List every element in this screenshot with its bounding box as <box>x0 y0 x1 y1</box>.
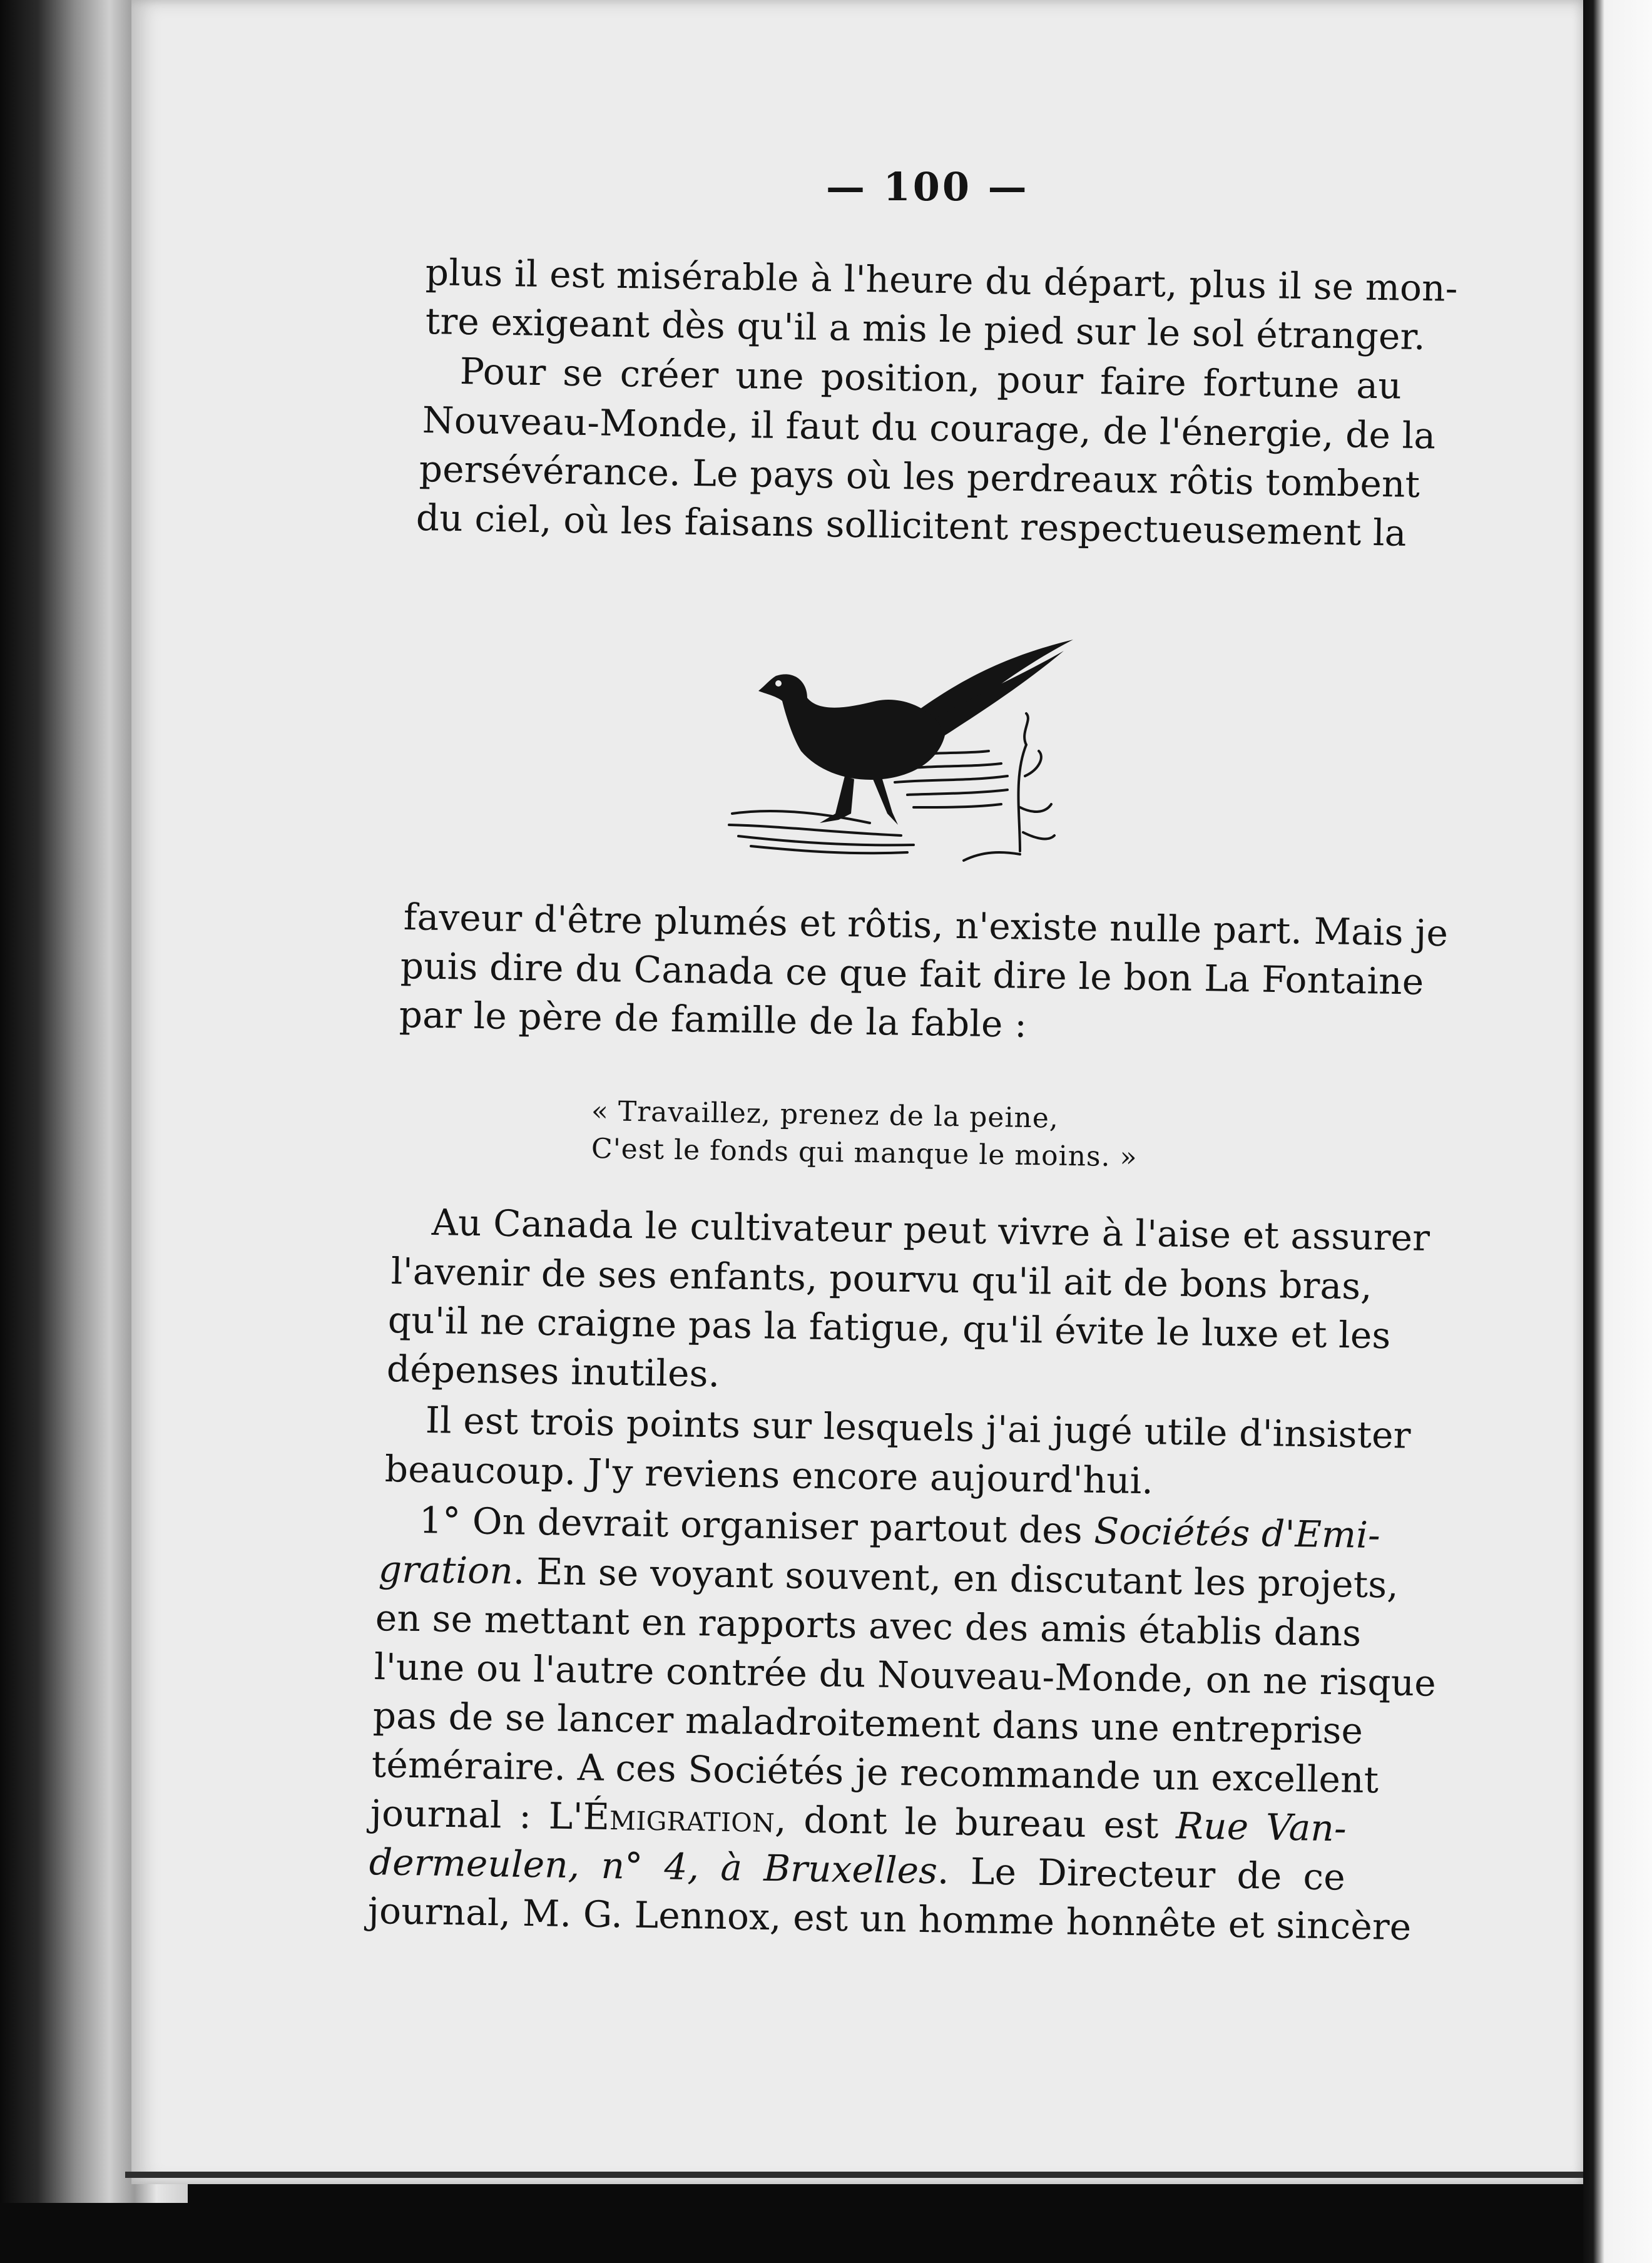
text-line: Au Canada le cultivateur peut vivre à l'aise et assurer <box>431 1201 1430 1260</box>
text-line: téméraire. A ces Sociétés je recommande un excellent <box>371 1743 1379 1802</box>
text-line: l'avenir de ses enfants, pourvu qu'il ait de bons bras, <box>390 1250 1373 1308</box>
text-span: journal : <box>370 1792 549 1837</box>
text-line: persévérance. Le pays où les perdreaux rôtis tombent <box>419 447 1420 506</box>
quote-line: C'est le fonds qui manque le moins. » <box>591 1133 1138 1173</box>
smallcaps-span: L'Émigration <box>548 1794 775 1841</box>
text-line: plus il est misérable à l'heure du départ, plus il se mon- <box>425 251 1459 310</box>
text-line: faveur d'être plumés et rôtis, n'existe nulle part. Mais je <box>403 896 1449 955</box>
text-line <box>369 1841 1345 1898</box>
text-line: en se mettant en rapports avec des amis établis dans <box>375 1596 1362 1655</box>
text-span: . Le Directeur de ce <box>937 1849 1346 1899</box>
italic-span: gration <box>378 1548 514 1593</box>
text-line: qu'il ne craigne pas la fatigue, qu'il évite le luxe et les <box>387 1299 1391 1357</box>
text-span: , dont le bureau est <box>774 1798 1176 1847</box>
text-line: Il est trois points sur lesquels j'ai jugé utile d'insister <box>425 1399 1412 1457</box>
text-line: tre exigeant dès qu'il a mis le pied sur le sol étranger. <box>425 300 1426 359</box>
text-line: du ciel, où les faisans sollicitent respectueusement la <box>416 496 1407 554</box>
text-line: dépenses inutiles. <box>386 1347 720 1396</box>
text-line: puis dire du Canada ce que fait dire le bon La Fontaine <box>400 944 1424 1003</box>
text-line: pas de se lancer maladroitement dans une entreprise <box>372 1694 1364 1752</box>
text-line: Pour se créer une position, pour faire fortune au <box>459 350 1402 407</box>
text-line: beaucoup. J'y reviens encore aujourd'hui. <box>384 1448 1154 1503</box>
text-span: 1° On devrait organiser partout des <box>419 1499 1095 1552</box>
text-line: l'une ou l'autre contrée du Nouveau-Monde, on ne risque <box>374 1645 1437 1705</box>
text-line <box>378 1548 1399 1607</box>
text-line <box>419 1499 1381 1557</box>
text-line: Nouveau-Monde, il faut du courage, de l'énergie, de la <box>422 399 1436 457</box>
text-line: journal, M. G. Lennox, est un homme honnête et sincère <box>367 1889 1412 1949</box>
text-line <box>370 1792 1347 1849</box>
page-number: — 100 — <box>826 164 1029 210</box>
italic-span: dermeulen, n° 4, à Bruxelles <box>369 1841 938 1893</box>
text-span: . En se voyant souvent, en discutant les projets, <box>512 1550 1399 1607</box>
italic-span: Sociétés d'Emi- <box>1093 1509 1381 1557</box>
italic-span: Rue Van- <box>1175 1804 1347 1850</box>
pheasant-illustration <box>726 626 1076 870</box>
quote-line: « Travaillez, prenez de la peine, <box>591 1095 1059 1135</box>
text-line: par le père de famille de la fable : <box>399 993 1027 1046</box>
